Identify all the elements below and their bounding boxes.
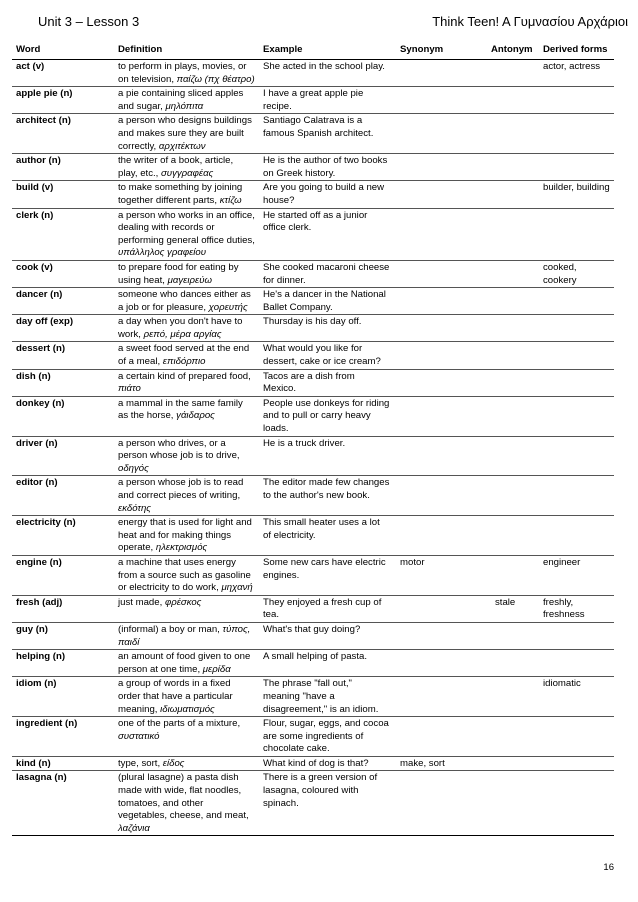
definition-text: a machine that uses energy from a source such as gasoline or electricity to do work, [118, 556, 251, 594]
col-header-derived-forms: Derived forms [539, 42, 614, 60]
table-row [12, 208, 614, 260]
table-row [12, 369, 614, 396]
definition-text: to make something by joining together different parts, [118, 182, 243, 206]
cell-derived-forms: cooked, cookery [539, 260, 614, 287]
cell-derived-forms [539, 154, 614, 181]
cell-derived-forms [539, 315, 614, 342]
definition-text: a certain kind of prepared food, [118, 370, 251, 382]
cell-definition [114, 114, 259, 154]
table-row [12, 756, 614, 771]
cell-definition [114, 622, 259, 649]
greek-translation: κτίζω [219, 194, 242, 206]
definition-text: a person who works in an office, dealing with records or performing general office duties, [118, 209, 255, 246]
definition-text: a person who drives, or a person whose job is to drive, [118, 437, 240, 462]
greek-translation: μερίδα [202, 663, 231, 675]
table-row [12, 87, 614, 114]
cell-antonym [471, 315, 539, 342]
cell-definition [114, 181, 259, 208]
cell-synonym [394, 622, 471, 649]
cell-definition [114, 756, 259, 771]
cell-synonym [394, 650, 471, 677]
greek-translation: αρχιτέκτων [158, 140, 206, 152]
cell-antonym [471, 622, 539, 649]
col-header-synonym: Synonym [394, 42, 471, 60]
greek-translation: χορευτής [208, 301, 248, 313]
greek-translation: μηχανή [221, 582, 253, 594]
greek-translation: λαζάνια [118, 822, 150, 834]
cell-antonym [471, 154, 539, 181]
cell-derived-forms [539, 288, 614, 315]
cell-synonym: make, sort [394, 756, 471, 771]
greek-translation: υπάλληλος γραφείου [118, 247, 207, 259]
greek-translation: συγγραφέας [161, 167, 214, 179]
cell-synonym [394, 87, 471, 114]
table-row [12, 288, 614, 315]
cell-synonym [394, 181, 471, 208]
table-header-row [12, 42, 614, 60]
cell-synonym [394, 595, 471, 622]
cell-example: He started off as a junior office clerk. [259, 208, 394, 260]
greek-translation: ιδιωματισμός [160, 703, 215, 715]
cell-antonym [471, 476, 539, 516]
cell-synonym [394, 771, 471, 836]
cell-definition [114, 342, 259, 369]
definition-text: someone who dances either as a job or for pleasure, [118, 289, 251, 313]
definition-text: a person who designs buildings and makes sure they are built correctly, [118, 115, 252, 152]
cell-example: Are you going to build a new house? [259, 181, 394, 208]
cell-antonym [471, 260, 539, 287]
greek-translation: επιδόρπιο [162, 356, 206, 368]
cell-word: donkey (n) [12, 396, 114, 436]
col-header-definition: Definition [114, 42, 259, 60]
cell-example: She acted in the school play. [259, 60, 394, 87]
cell-example: I have a great apple pie recipe. [259, 87, 394, 114]
cell-definition [114, 677, 259, 717]
cell-example: There is a green version of lasagna, coloured with spinach. [259, 771, 394, 836]
cell-derived-forms [539, 717, 614, 757]
cell-word: cook (v) [12, 260, 114, 287]
greek-translation: πιάτο [118, 383, 141, 395]
greek-translation: ηλεκτρισμός [155, 542, 208, 554]
cell-example: She cooked macaroni cheese for dinner. [259, 260, 394, 287]
cell-antonym [471, 342, 539, 369]
cell-derived-forms: builder, building [539, 181, 614, 208]
cell-antonym [471, 60, 539, 87]
cell-derived-forms: engineer [539, 555, 614, 595]
definition-text: a sweet food served at the end of a meal, [118, 343, 250, 368]
cell-synonym [394, 260, 471, 287]
cell-synonym [394, 516, 471, 556]
definition-text: a group of words in a fixed order that have a particular meaning, [118, 678, 233, 715]
cell-example: The phrase "fall out," meaning "have a disagreement," is an idiom. [259, 677, 394, 717]
cell-definition [114, 315, 259, 342]
cell-word: day off (exp) [12, 315, 114, 342]
table-row [12, 342, 614, 369]
greek-translation: μηλόπιτα [165, 100, 204, 112]
table-row [12, 396, 614, 436]
table-row [12, 622, 614, 649]
greek-translation: εκδότης [118, 502, 151, 514]
cell-word: driver (n) [12, 436, 114, 476]
cell-synonym [394, 476, 471, 516]
cell-synonym: motor [394, 555, 471, 595]
header-right: Think Teen! A Γυμνασίου Αρχάριοι [432, 14, 628, 29]
cell-example: This small heater uses a lot of electricity. [259, 516, 394, 556]
cell-derived-forms [539, 342, 614, 369]
cell-antonym [471, 516, 539, 556]
cell-antonym [471, 114, 539, 154]
cell-antonym [471, 555, 539, 595]
cell-derived-forms [539, 622, 614, 649]
cell-word: lasagna (n) [12, 771, 114, 836]
cell-derived-forms [539, 516, 614, 556]
cell-synonym [394, 677, 471, 717]
cell-example: He is the author of two books on Greek history. [259, 154, 394, 181]
definition-text: an amount of food given to one person at one time, [118, 651, 251, 675]
cell-word: idiom (n) [12, 677, 114, 717]
cell-antonym [471, 650, 539, 677]
table-row [12, 717, 614, 757]
table-row [12, 154, 614, 181]
greek-translation: συστατικό [118, 730, 160, 742]
cell-definition [114, 87, 259, 114]
cell-word: act (v) [12, 60, 114, 87]
cell-word: dancer (n) [12, 288, 114, 315]
table-row [12, 771, 614, 836]
definition-text: one of the parts of a mixture, [118, 718, 241, 730]
cell-synonym [394, 396, 471, 436]
col-header-antonym: Antonym [471, 42, 539, 60]
cell-definition [114, 396, 259, 436]
cell-synonym [394, 288, 471, 315]
definition-text: to prepare food for eating by using heat, [118, 261, 239, 286]
cell-synonym [394, 342, 471, 369]
cell-definition [114, 436, 259, 476]
cell-synonym [394, 60, 471, 87]
table-row [12, 436, 614, 476]
greek-translation: τύπος, παιδί [118, 623, 251, 648]
definition-text: type, sort, [118, 757, 163, 769]
cell-example: Flour, sugar, eggs, and cocoa are some ingredients of chocolate cake. [259, 717, 394, 757]
cell-word: apple pie (n) [12, 87, 114, 114]
cell-definition [114, 555, 259, 595]
cell-derived-forms [539, 208, 614, 260]
greek-translation: είδος [162, 757, 185, 769]
definition-text: a mammal in the same family as the horse, [118, 397, 243, 422]
cell-definition [114, 60, 259, 87]
table-row [12, 555, 614, 595]
greek-translation: ρεπό, μέρα αργίας [143, 328, 222, 340]
cell-derived-forms [539, 396, 614, 436]
cell-derived-forms [539, 756, 614, 771]
cell-definition [114, 771, 259, 836]
definition-text: a person whose job is to read and correct pieces of writing, [118, 477, 244, 501]
greek-translation: μαγειρεύω [167, 274, 212, 286]
cell-derived-forms [539, 771, 614, 836]
cell-derived-forms: freshly, freshness [539, 595, 614, 622]
greek-translation: παίζω (πχ θέατρο) [176, 73, 255, 85]
table-row [12, 315, 614, 342]
cell-synonym [394, 369, 471, 396]
cell-antonym [471, 717, 539, 757]
cell-antonym [471, 771, 539, 836]
cell-example: He is a truck driver. [259, 436, 394, 476]
cell-synonym [394, 154, 471, 181]
cell-synonym [394, 717, 471, 757]
cell-example: What would you like for dessert, cake or ice cream? [259, 342, 394, 369]
cell-synonym [394, 436, 471, 476]
definition-text: just made, [118, 596, 165, 608]
table-row [12, 595, 614, 622]
cell-derived-forms [539, 436, 614, 476]
cell-derived-forms: actor, actress [539, 60, 614, 87]
table-row [12, 60, 614, 87]
col-header-word: Word [12, 42, 114, 60]
cell-definition [114, 208, 259, 260]
cell-derived-forms [539, 369, 614, 396]
cell-antonym [471, 396, 539, 436]
cell-example: A small helping of pasta. [259, 650, 394, 677]
table-row [12, 677, 614, 717]
cell-definition [114, 154, 259, 181]
page-number: 16 [603, 862, 614, 873]
table-row [12, 476, 614, 516]
cell-example: People use donkeys for riding and to pull or carry heavy loads. [259, 396, 394, 436]
cell-antonym [471, 288, 539, 315]
definition-text: (informal) a boy or man, [118, 623, 223, 635]
cell-derived-forms: idiomatic [539, 677, 614, 717]
cell-word: electricity (n) [12, 516, 114, 556]
cell-example: What's that guy doing? [259, 622, 394, 649]
cell-example: He's a dancer in the National Ballet Company. [259, 288, 394, 315]
table-row [12, 650, 614, 677]
cell-word: dessert (n) [12, 342, 114, 369]
vocabulary-table [12, 42, 614, 836]
cell-synonym [394, 114, 471, 154]
cell-word: clerk (n) [12, 208, 114, 260]
cell-antonym [471, 369, 539, 396]
cell-example: The editor made few changes to the author's new book. [259, 476, 394, 516]
cell-example: Tacos are a dish from Mexico. [259, 369, 394, 396]
cell-antonym [471, 436, 539, 476]
cell-example: What kind of dog is that? [259, 756, 394, 771]
cell-definition [114, 369, 259, 396]
definition-text: a pie containing sliced apples and sugar, [118, 88, 244, 112]
definition-text: a day when you don't have to work, [118, 316, 243, 340]
cell-word: ingredient (n) [12, 717, 114, 757]
cell-antonym [471, 677, 539, 717]
cell-definition [114, 595, 259, 622]
cell-definition [114, 516, 259, 556]
table-row [12, 181, 614, 208]
cell-example: Santiago Calatrava is a famous Spanish architect. [259, 114, 394, 154]
cell-derived-forms [539, 476, 614, 516]
cell-word: guy (n) [12, 622, 114, 649]
greek-translation: γάιδαρος [176, 410, 215, 422]
definition-text: energy that is used for light and heat and for making things operate, [118, 517, 252, 554]
table-row [12, 260, 614, 287]
cell-definition [114, 717, 259, 757]
greek-translation: φρέσκος [164, 596, 202, 608]
cell-derived-forms [539, 114, 614, 154]
cell-synonym [394, 315, 471, 342]
cell-antonym [471, 756, 539, 771]
cell-definition [114, 260, 259, 287]
cell-example: They enjoyed a fresh cup of tea. [259, 595, 394, 622]
cell-antonym [471, 208, 539, 260]
cell-definition [114, 288, 259, 315]
greek-translation: οδηγός [118, 462, 149, 474]
cell-word: helping (n) [12, 650, 114, 677]
cell-example: Some new cars have electric engines. [259, 555, 394, 595]
definition-text: to perform in plays, movies, or on television, [118, 61, 247, 85]
cell-word: build (v) [12, 181, 114, 208]
header-left: Unit 3 – Lesson 3 [38, 14, 140, 29]
definition-text: the writer of a book, article, play, etc., [118, 155, 234, 179]
cell-word: kind (n) [12, 756, 114, 771]
cell-word: editor (n) [12, 476, 114, 516]
cell-derived-forms [539, 87, 614, 114]
definition-text: (plural lasagne) a pasta dish made with wide, flat noodles, tomatoes, and other vegetables, cheese, and meat, [118, 772, 249, 822]
cell-example: Thursday is his day off. [259, 315, 394, 342]
table-row [12, 516, 614, 556]
cell-derived-forms [539, 650, 614, 677]
cell-word: architect (n) [12, 114, 114, 154]
table-row [12, 114, 614, 154]
cell-definition [114, 476, 259, 516]
cell-definition [114, 650, 259, 677]
col-header-example: Example [259, 42, 394, 60]
cell-antonym [471, 87, 539, 114]
cell-word: fresh (adj) [12, 595, 114, 622]
cell-antonym: stale [471, 595, 539, 622]
cell-word: dish (n) [12, 369, 114, 396]
cell-word: author (n) [12, 154, 114, 181]
cell-word: engine (n) [12, 555, 114, 595]
cell-antonym [471, 181, 539, 208]
cell-synonym [394, 208, 471, 260]
